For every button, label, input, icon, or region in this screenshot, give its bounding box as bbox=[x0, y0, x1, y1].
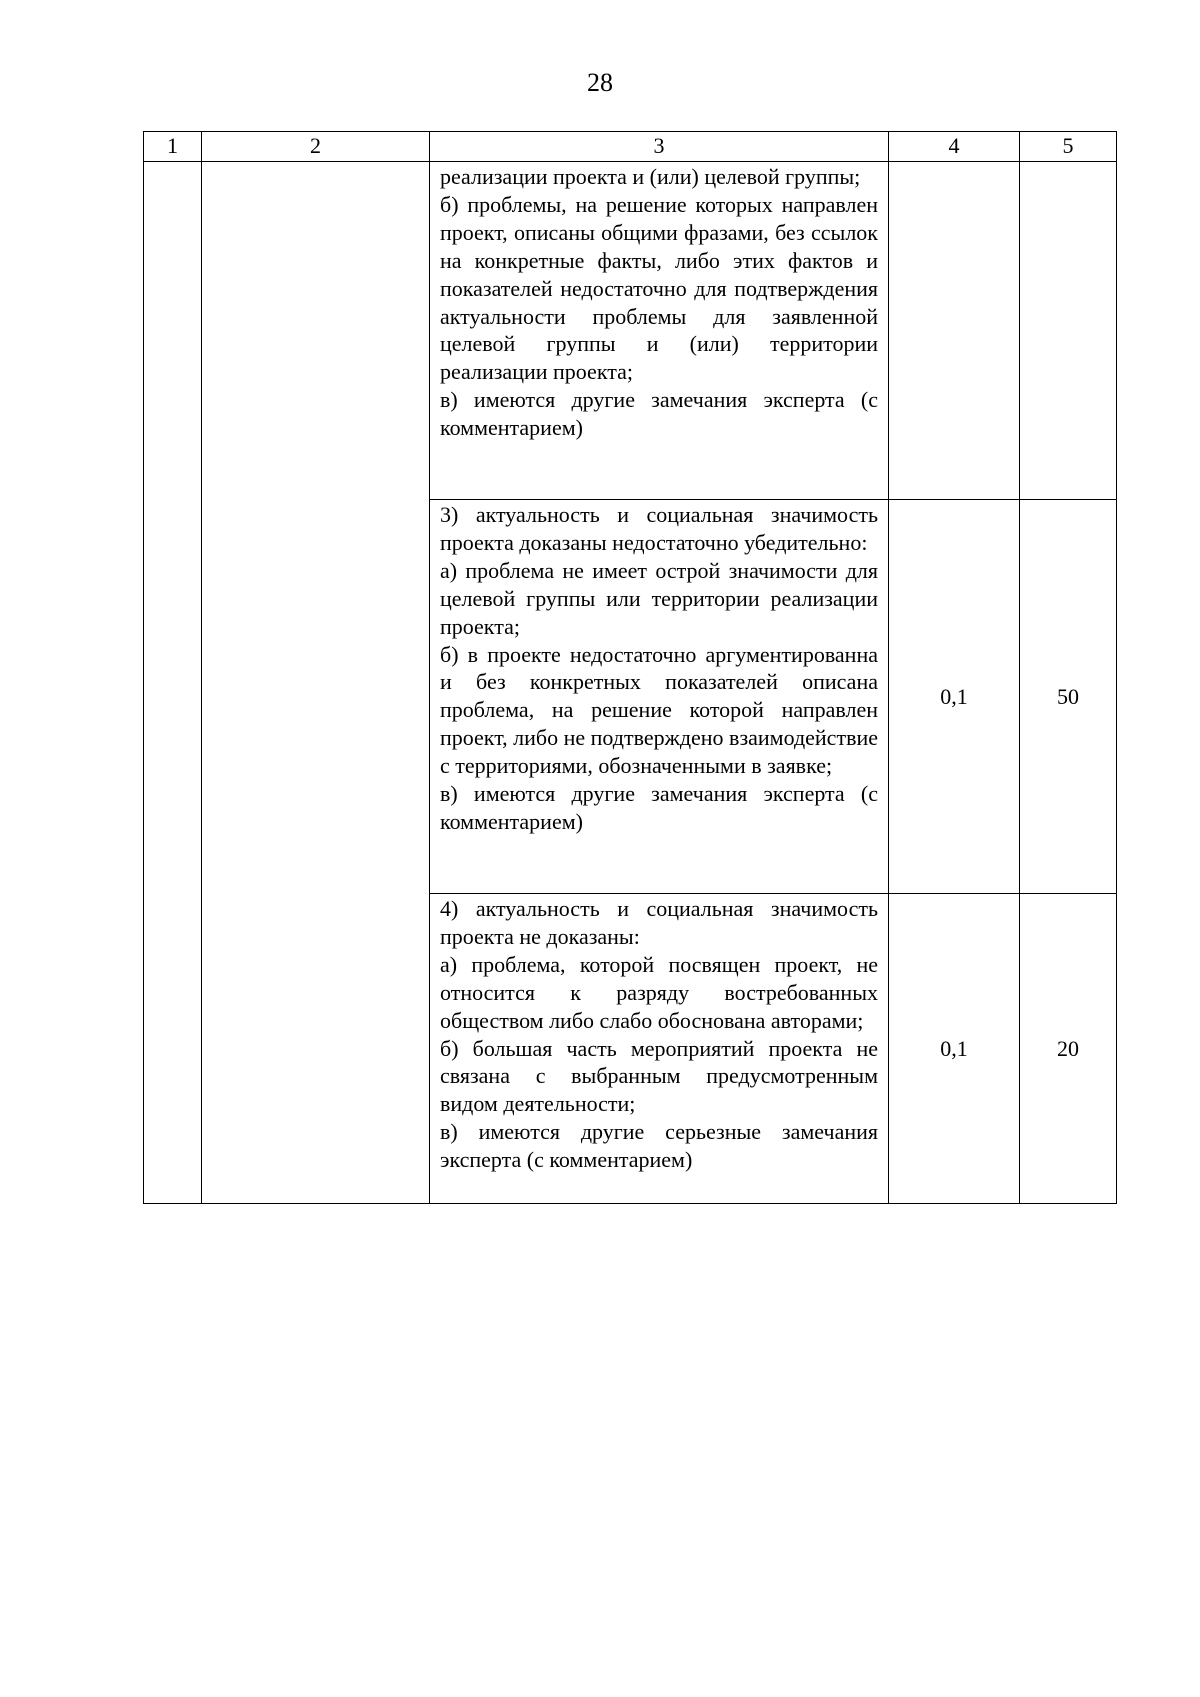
criterion-line: 3) актуальность и социальная значимость проекта доказаны недостаточно убедительно: bbox=[440, 502, 878, 555]
criterion-description bbox=[430, 500, 889, 894]
coefficient-cell bbox=[889, 162, 1020, 500]
cell-col1-empty bbox=[144, 162, 202, 1204]
cell-col2-empty bbox=[202, 162, 430, 1204]
table-row bbox=[144, 162, 1117, 500]
criteria-table bbox=[143, 131, 1117, 1204]
page-number: 28 bbox=[587, 68, 613, 97]
criterion-line: в) имеются другие замечания эксперта (с комментарием) bbox=[440, 387, 878, 441]
header-cell-3: 3 bbox=[430, 132, 889, 162]
criterion-line: реализации проекта и (или) целевой группы; bbox=[440, 164, 861, 189]
criterion-line: а) проблема не имеет острой значимости для целевой группы или территории реализации проекта; bbox=[440, 557, 878, 639]
criterion-line: в) имеются другие серьезные замечания эксперта (с комментарием) bbox=[440, 1119, 878, 1173]
criterion-line: в) имеются другие замечания эксперта (с комментарием) bbox=[440, 781, 878, 834]
header-cell-5: 5 bbox=[1020, 132, 1117, 162]
criterion-line: б) проблемы, на решение которых направлен проект, описаны общими фразами, без ссылок на конкретные факты, либо этих фактов и показателей недостаточно для подтверждения актуальности проблемы для заявленной целевой группы и (или) территории реализации проекта; bbox=[440, 191, 878, 385]
score-cell: 20 bbox=[1020, 894, 1117, 1204]
header-cell-1: 1 bbox=[144, 132, 202, 162]
criterion-line: б) большая часть мероприятий проекта не связана с выбранным предусмотренным видом деятельности; bbox=[440, 1035, 878, 1117]
criterion-line: б) в проекте недостаточно аргументированна и без конкретных показателей описана проблема, на решение которой направлен проект, либо не подтверждено взаимодействие с территориями, обозначенными в заявке; bbox=[440, 641, 878, 779]
header-cell-2: 2 bbox=[202, 132, 430, 162]
criterion-description bbox=[430, 894, 889, 1204]
criterion-line: 4) актуальность и социальная значимость проекта не доказаны: bbox=[440, 896, 878, 949]
header-cell-4: 4 bbox=[889, 132, 1020, 162]
header-row bbox=[144, 132, 1117, 162]
coefficient-cell: 0,1 bbox=[889, 500, 1020, 894]
criterion-description bbox=[430, 162, 889, 500]
score-cell: 50 bbox=[1020, 500, 1117, 894]
score-cell bbox=[1020, 162, 1117, 500]
criterion-line: а) проблема, которой посвящен проект, не относится к разряду востребованных обществом либо слабо обоснована авторами; bbox=[440, 951, 878, 1033]
coefficient-cell: 0,1 bbox=[889, 894, 1020, 1204]
